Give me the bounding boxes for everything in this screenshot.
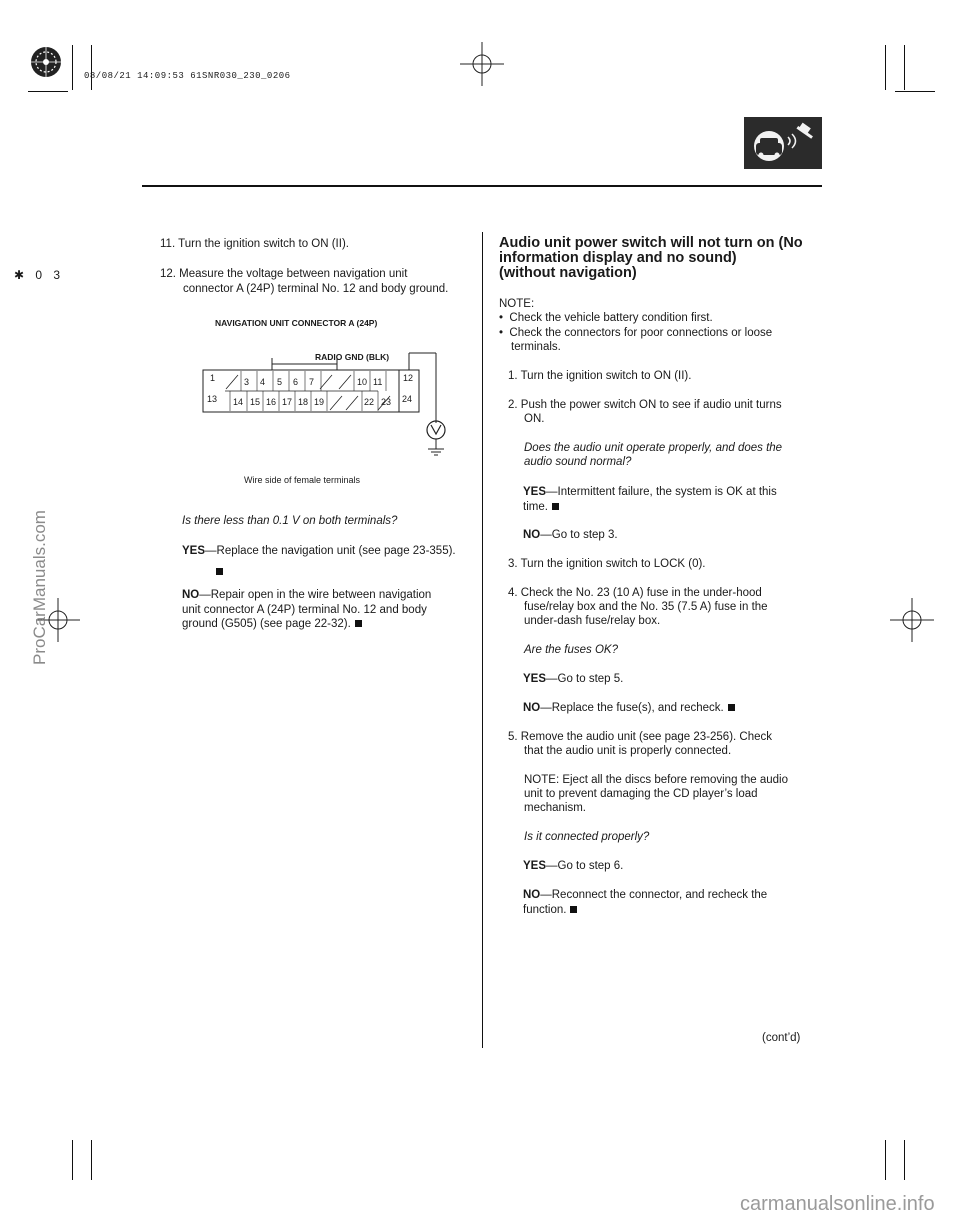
pin-17: 17 (282, 397, 293, 407)
step-4-line3: under-dash fuse/relay box. (524, 615, 661, 627)
step-2-line1: 2. Push the power switch ON to see if audio unit turns (508, 399, 782, 411)
q2-yes: YES—Go to step 5. (523, 673, 624, 685)
step-11: 11. Turn the ignition switch to ON (II). (160, 238, 349, 250)
q1-yes-text-2: time. (523, 500, 548, 513)
step-5-line1: 5. Remove the audio unit (see page 23-256). Check (508, 731, 773, 743)
note-1-text: Check the vehicle battery condition first. (509, 312, 713, 324)
pin-5: 5 (277, 377, 283, 387)
step-5-note-1: NOTE: Eject all the discs before removing the audio (524, 774, 788, 786)
no-label: NO (523, 889, 541, 901)
connector-drawing (200, 315, 480, 475)
pin-23: 23 (381, 397, 392, 407)
q2-no: NO—Replace the fuse(s), and recheck. (523, 701, 735, 716)
spool-mark-icon (28, 44, 64, 80)
q1-no-text: Go to step 3. (551, 529, 618, 541)
note-label: NOTE: (499, 298, 535, 310)
note-2-text: Check the connectors for poor connections or loose (509, 327, 773, 339)
q3-yes-text: Go to step 6. (557, 860, 624, 872)
pin-18: 18 (298, 397, 309, 407)
section-heading (499, 236, 803, 281)
continued-marker: (cont’d) (762, 1032, 801, 1044)
step-4-line1: 4. Check the No. 23 (10 A) fuse in the under-hood (508, 587, 762, 599)
step-12-line1: 12. Measure the voltage between navigation unit (160, 268, 408, 280)
q3-no: NO—Reconnect the connector, and recheck the function. (523, 889, 768, 916)
pin-19: 19 (314, 397, 325, 407)
question-voltage: Is there less than 0.1 V on both terminals? (182, 515, 398, 527)
pin-6: 6 (293, 377, 299, 387)
pin-11: 11 (373, 377, 383, 387)
answer-no: NO—Repair open in the wire between navigation unit connector A (24P) terminal No. 12 and body ground (G505) (see page 22-32). (182, 589, 432, 630)
navigation-section-icon (744, 117, 822, 169)
pin-4: 4 (260, 377, 266, 387)
q3-yes: YES—Go to step 6. (523, 860, 624, 872)
no-label: NO (182, 589, 200, 601)
q2-no-text: Replace the fuse(s), and recheck. (551, 702, 724, 714)
print-stamp: 08/08/21 14:09:53 61SNR030_230_0206 (84, 71, 291, 81)
step-3: 3. Turn the ignition switch to LOCK (0). (508, 558, 706, 570)
note-1: • Check the vehicle battery condition first. (499, 312, 713, 324)
question-audio-1: Does the audio unit operate properly, and does the (524, 442, 783, 454)
no-text-1: Repair open in the wire between navigation (210, 589, 432, 601)
step-12-line2: connector A (24P) terminal No. 12 and body ground. (183, 283, 449, 295)
pin-3: 3 (244, 377, 250, 387)
q2-yes-text: Go to step 5. (557, 673, 624, 685)
step-5-line2: that the audio unit is properly connected. (524, 745, 732, 757)
yes-label: YES (523, 486, 547, 498)
wire-label: RADIO GND (BLK) (315, 352, 390, 362)
end-mark (212, 562, 223, 580)
q3-no-text: Reconnect the connector, and recheck the (551, 889, 768, 901)
step-2-line2: ON. (524, 413, 545, 425)
yes-label: YES (523, 673, 547, 685)
side-watermark: ProCarManuals.com (30, 510, 49, 665)
page-marker: ✱ 0 3 (14, 268, 65, 282)
bottom-watermark: carmanualsonline.info (740, 1193, 935, 1215)
answer-yes: YES—Replace the navigation unit (see page 23-355). (182, 545, 456, 557)
pin-14: 14 (233, 397, 244, 407)
heading-line-1: Audio unit power switch will not turn on (No (499, 235, 803, 251)
connector-diagram (200, 315, 480, 495)
diagram-caption: Wire side of female terminals (244, 475, 361, 485)
pin-15: 15 (250, 397, 261, 407)
step-5-note-2: unit to prevent damaging the CD player’s load (524, 788, 758, 800)
q1-yes-text: Intermittent failure, the system is OK at this (557, 486, 777, 498)
registration-mark-icon (460, 42, 504, 86)
question-connected: Is it connected properly? (524, 831, 650, 843)
registration-mark-icon (890, 598, 934, 642)
no-text-2: unit connector A (24P) terminal No. 12 and body (182, 603, 427, 616)
question-fuses: Are the fuses OK? (524, 644, 618, 656)
heading-line-3: (without navigation) (499, 265, 637, 281)
heading-line-2: information display and no sound) (499, 250, 737, 266)
note-2: • Check the connectors for poor connections or loose (499, 327, 773, 339)
q1-yes: YES—Intermittent failure, the system is OK at this time. (523, 486, 777, 513)
step-4-line2: fuse/relay box and the No. 35 (7.5 A) fuse in the (524, 601, 768, 613)
pin-16: 16 (266, 397, 277, 407)
q1-no: NO—Go to step 3. (523, 529, 618, 541)
note-2-cont: terminals. (511, 341, 561, 353)
q3-no-text-2: function. (523, 903, 567, 916)
pin-10: 10 (357, 377, 368, 387)
no-label: NO (523, 529, 541, 541)
no-label: NO (523, 702, 541, 714)
pin-7: 7 (309, 377, 315, 387)
no-text-3: ground (G505) (see page 22-32). (182, 618, 351, 630)
diagram-title: NAVIGATION UNIT CONNECTOR A (24P) (215, 318, 378, 328)
pin-22: 22 (364, 397, 375, 407)
yes-label: YES (523, 860, 547, 872)
yes-label: YES (182, 545, 206, 557)
pin-12: 12 (403, 373, 414, 383)
pin-1: 1 (210, 373, 216, 383)
step-1: 1. Turn the ignition switch to ON (II). (508, 370, 692, 382)
pin-24: 24 (402, 394, 413, 404)
question-audio-2: audio sound normal? (524, 456, 632, 468)
pin-13: 13 (207, 394, 218, 404)
step-5-note-3: mechanism. (524, 802, 586, 814)
yes-text: Replace the navigation unit (see page 23-355). (216, 545, 456, 557)
